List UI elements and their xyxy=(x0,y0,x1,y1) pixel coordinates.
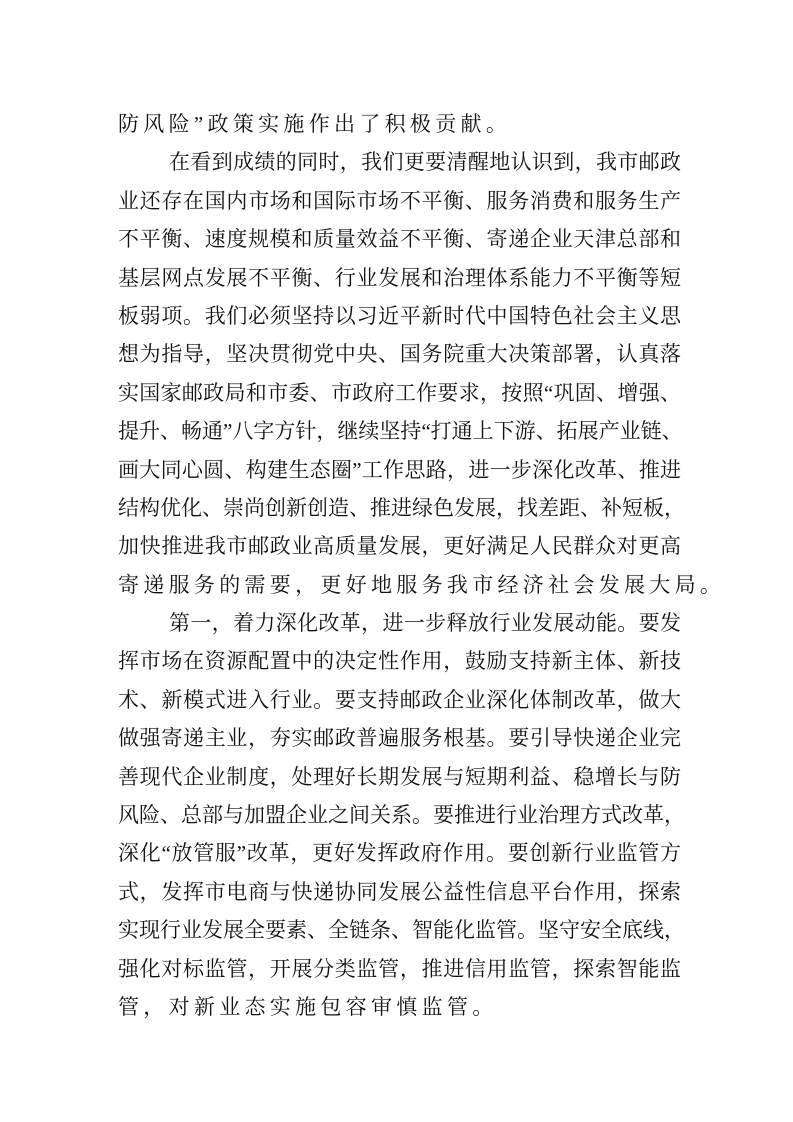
text-line: 板弱项。我们必须坚持以习近平新时代中国特色社会主义思 xyxy=(118,303,681,328)
text-line: 加快推进我市邮政业高质量发展，更好满足人民群众对更高 xyxy=(118,534,681,559)
paragraph xyxy=(118,143,726,604)
text-line: 防风险”政策实施作出了积极贡献。 xyxy=(118,112,512,136)
paragraph xyxy=(118,604,685,1026)
text-line: 想为指导，坚决贯彻党中央、国务院重大决策部署，认真落 xyxy=(118,342,681,367)
paragraph xyxy=(118,105,681,143)
text-line: 基层网点发展不平衡、行业发展和治理体系能力不平衡等短 xyxy=(118,265,681,290)
text-line: 式，发挥市电商与快递协同发展公益性信息平台作用，探索 xyxy=(118,879,681,904)
text-line: 挥市场在资源配置中的决定性作用，鼓励支持新主体、新技 xyxy=(118,649,681,674)
text-line: 在看到成绩的同时，我们更要清醒地认识到，我市邮政 xyxy=(169,150,681,175)
text-line: 管，对新业态实施包容审慎监管。 xyxy=(118,994,498,1019)
text-line: 结构优化、崇尚创新创造、推进绿色发展，找差距、补短板， xyxy=(118,495,685,520)
text-line: 风险、总部与加盟企业之间关系。要推进行业治理方式改革， xyxy=(118,803,685,828)
text-line: 第一，着力深化改革，进一步释放行业发展动能。要发 xyxy=(169,611,681,636)
text-line: 画大同心圆、构建生态圈”工作思路，进一步深化改革、推进 xyxy=(118,457,681,482)
text-line: 术、新模式进入行业。要支持邮政企业深化体制改革，做大 xyxy=(118,687,681,712)
text-line: 业还存在国内市场和国际市场不平衡、服务消费和服务生产 xyxy=(118,188,681,213)
text-line: 深化“放管服”改革，更好发挥政府作用。要创新行业监管方 xyxy=(118,841,681,866)
text-line: 善现代企业制度，处理好长期发展与短期利益、稳增长与防 xyxy=(118,764,681,789)
text-line: 寄递服务的需要，更好地服务我市经济社会发展大局。 xyxy=(118,572,726,597)
document-page xyxy=(118,105,726,1026)
text-line: 提升、畅通”八字方针，继续坚持“打通上下游、拓展产业链、 xyxy=(118,419,683,444)
text-line: 不平衡、速度规模和质量效益不平衡、寄递企业天津总部和 xyxy=(118,227,681,252)
text-line: 做强寄递主业，夯实邮政普遍服务根基。要引导快递企业完 xyxy=(118,726,681,751)
text-line: 实现行业发展全要素、全链条、智能化监管。坚守安全底线， xyxy=(118,918,685,943)
text-line: 实国家邮政局和市委、市政府工作要求，按照“巩固、增强、 xyxy=(118,380,681,405)
text-line: 强化对标监管，开展分类监管，推进信用监管，探索智能监 xyxy=(118,956,681,981)
